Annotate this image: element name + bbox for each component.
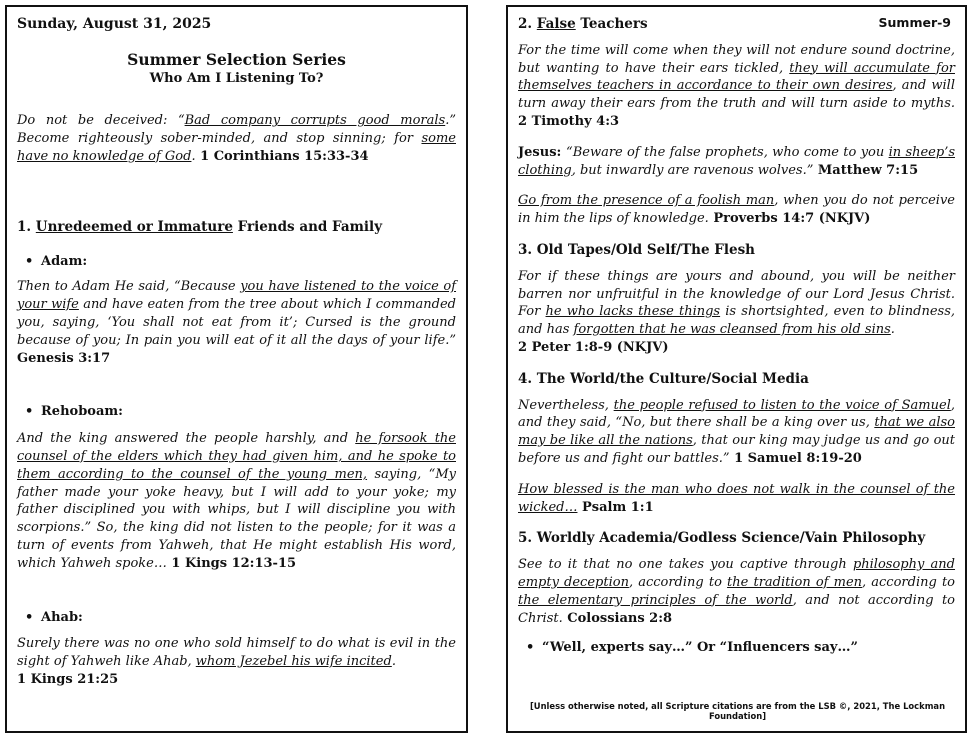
scripture-reference: Colossians 2:8	[562, 610, 673, 626]
service-date: Sunday, August 31, 2025	[17, 16, 212, 32]
scripture-reference: 1 Samuel 8:19-20	[729, 450, 862, 466]
bullet-ahab: • Ahab:	[17, 609, 456, 627]
bullet-adam: • Adam:	[17, 253, 456, 271]
section-2-heading: 2. False Teachers	[518, 16, 648, 32]
right-page	[506, 5, 967, 733]
scripture-reference: 1 Kings 12:13-15	[166, 555, 297, 571]
section-3-heading: 3. Old Tapes/Old Self/The Flesh	[518, 241, 755, 258]
right-page-content	[518, 16, 955, 657]
colossians-scripture: See to it that no one takes you captive through philosophy and empty deception, according to the tradition of men, according to the elementary principles of the world, and not according to Christ. Colossians 2:8	[518, 557, 956, 626]
sermon-subtitle: Who Am I Listening To?	[149, 70, 324, 86]
matthew-scripture: Jesus: “Beware of the false prophets, who come to you in sheep’s clothing, but inwardly are ravenous wolves.” Matthew 7:15	[518, 144, 955, 178]
intro-scripture: Do not be deceived: “Bad company corrupts good morals.” Become righteously sober-minded, and stop sinning; for some have no knowledge of God. 1 Corinthians 15:33-34	[17, 113, 456, 164]
rehoboam-scripture: And the king answered the people harshly, and he forsook the counsel of the elders which they had given him, and he spoke to them according to the counsel of the young men, saying, “My father made your yoke heavy, but I will add to your yoke; my father disciplined you with whips, but I will discipline you with scorpions.” So, the king did not listen to the people; for it was a turn of events from Yahweh, that He might establish His word, which Yahweh spoke… 1 Kings 12:13-15	[17, 431, 456, 571]
ahab-scripture: Surely there was no one who sold himself to do what is evil in the sight of Yahweh like Ahab, whom Jezebel his wife incited. 1 Kings 21:25	[17, 636, 456, 687]
adam-scripture: Then to Adam He said, “Because you have listened to the voice of your wife and have eaten from the tree about which I commanded you, saying, ‘You shall not eat from it’; Cursed is the ground because of you; In pain you will eat of it all the days of your life.” Genesis 3:17	[17, 279, 457, 366]
page-tag: Summer-9	[878, 15, 951, 30]
series-title: Summer Selection Series	[127, 49, 346, 69]
section-5-heading: 5. Worldly Academia/Godless Science/Vain Philosophy	[518, 530, 926, 547]
section-1-heading: 1. Unredeemed or Immature Friends and Family	[17, 218, 383, 235]
scripture-reference: Matthew 7:15	[813, 162, 919, 178]
section-4-heading: 4. The World/the Culture/Social Media	[518, 370, 809, 387]
bullet-rehoboam: • Rehoboam:	[17, 403, 456, 421]
scripture-source-footnote: [Unless otherwise noted, all Scripture citations are from the LSB ©, 2021, The Lockman Foundation]	[529, 701, 946, 721]
proverbs-scripture: Go from the presence of a foolish man, when you do not perceive in him the lips of knowledge. Proverbs 14:7 (NKJV)	[518, 193, 956, 227]
scripture-reference: 1 Corinthians 15:33-34	[195, 148, 369, 164]
left-page	[5, 5, 468, 733]
scripture-reference: Genesis 3:17	[17, 350, 111, 366]
bullet-experts-say: • “Well, experts say…” Or “Influencers say…”	[518, 639, 955, 657]
samuel-scripture: Nevertheless, the people refused to listen to the voice of Samuel, and they said, “No, but there shall be a king over us, that we also may be like all the nations, that our king may judge us and go out before us and fight our battles.” 1 Samuel 8:19-20	[518, 397, 955, 466]
scripture-reference: Proverbs 14:7 (NKJV)	[708, 211, 871, 227]
psalm-scripture: How blessed is the man who does not walk in the counsel of the wicked… Psalm 1:1	[518, 481, 955, 515]
peter-scripture: For if these things are yours and abound, you will be neither barren nor unfruitful in the knowledge of our Lord Jesus Christ. For he who lacks these things is shortsighted, even to blindness, and has forgotten that he was cleansed from his old sins. 2 Peter 1:8-9 (NKJV)	[518, 268, 956, 355]
scripture-reference: Psalm 1:1	[577, 499, 654, 515]
left-page-content	[17, 16, 456, 689]
scripture-reference: 2 Timothy 4:3	[518, 113, 620, 129]
scripture-reference: 1 Kings 21:25	[17, 671, 119, 687]
timothy-scripture: For the time will come when they will not endure sound doctrine, but wanting to have their ears tickled, they will accumulate for themselves teachers in accordance to their own desires, and will turn away their ears from the truth and will turn aside to myths. 2 Timothy 4:3	[518, 42, 955, 129]
scripture-reference: 2 Peter 1:8-9 (NKJV)	[518, 339, 669, 355]
